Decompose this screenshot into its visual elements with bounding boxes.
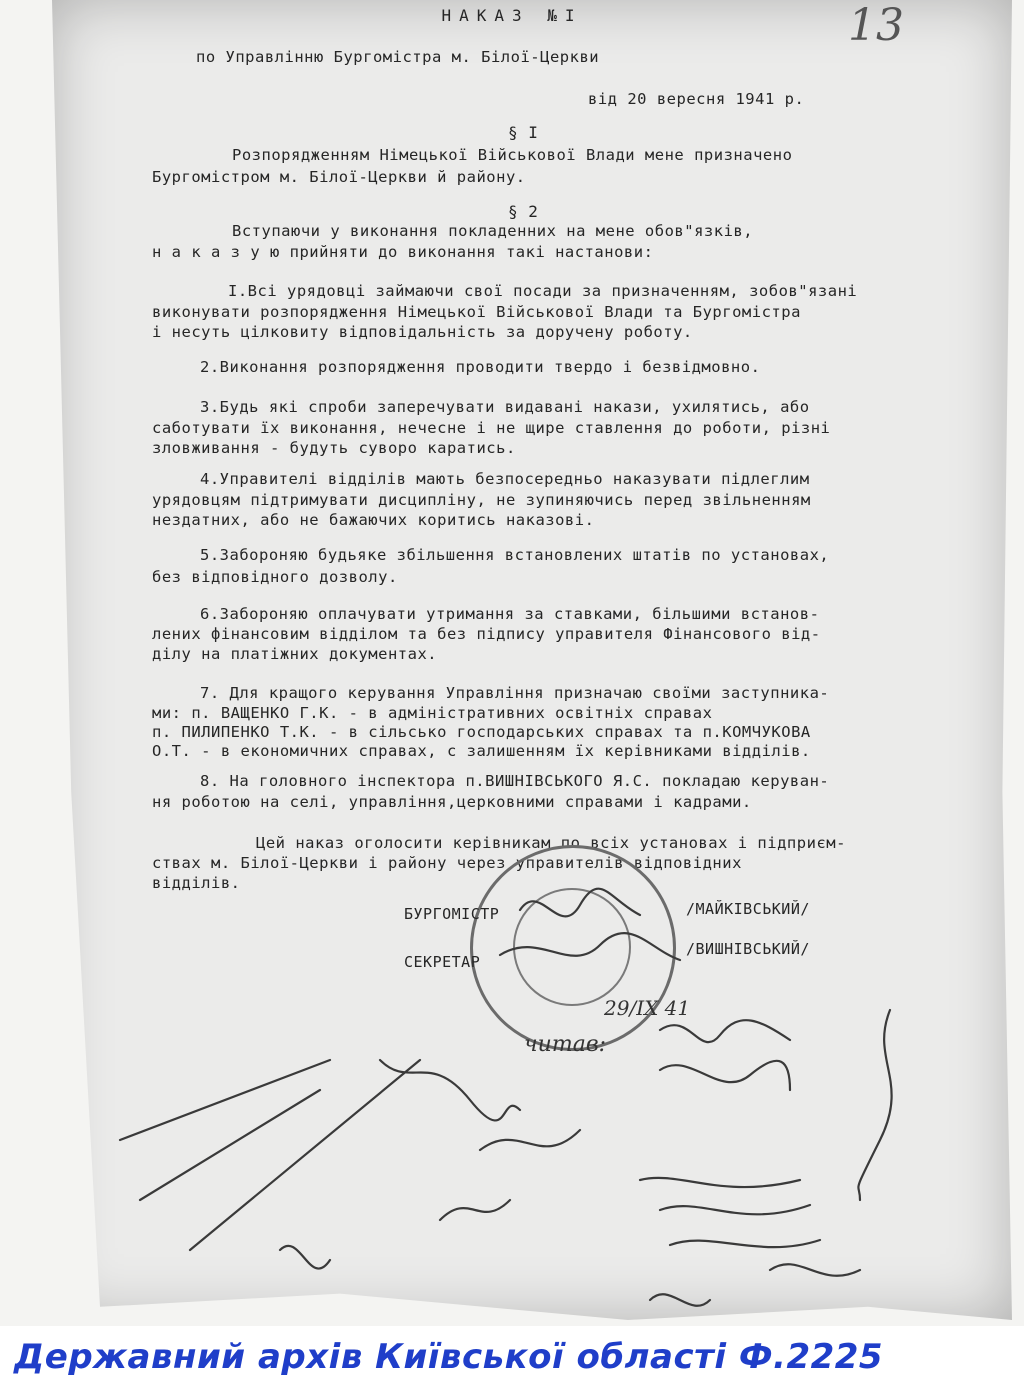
- section-2-intro-line: Вступаючи у виконання покладенних на мене обов"язків,: [232, 222, 754, 240]
- order-item-6-line: ділу на платіжних документах.: [152, 645, 438, 663]
- order-item-4-line: урядовцям підтримувати дисципліну, не зупиняючись перед звільненням: [152, 491, 811, 509]
- section-1-heading: § І: [508, 123, 539, 142]
- order-item-7-line: п. ПИЛИПЕНКО Т.К. - в сільсько господарських справах та п.КОМЧУКОВА: [152, 723, 811, 741]
- order-item-3-line: 3.Будь які спроби заперечувати видавані накази, ухилятись, або: [200, 398, 810, 416]
- section-1-line: Бургомістром м. Білої-Церкви й району.: [152, 168, 526, 186]
- order-item-8-line: 8. На головного інспектора п.ВИШНІВСЬКОГО Я.С. покладаю керуван-: [200, 772, 830, 790]
- archive-caption-bar: [0, 1326, 1024, 1388]
- order-item-1-line: виконувати розпорядження Німецької Військової Влади та Бургомістра: [152, 303, 801, 321]
- section-2-intro-line: н а к а з у ю прийняти до виконання такі настанови:: [152, 243, 654, 261]
- order-item-4-line: нездатних, або не бажаючих коритись наказові.: [152, 511, 595, 529]
- order-item-7-line: О.Т. - в економичних справах, с залишенням їх керівниками відділів.: [152, 742, 811, 760]
- closing-line: ствах м. Білої-Церкви і району через управителів відповідних: [152, 854, 742, 872]
- issuer-line: по Управлінню Бургомістра м. Білої-Церкви: [196, 48, 600, 66]
- handwritten-read-label: читав:: [524, 1032, 607, 1057]
- order-item-4-line: 4.Управителі відділів мають безпосередньо наказувати підлеглим: [200, 470, 810, 488]
- document-header: НАКАЗ №І: [441, 6, 583, 25]
- order-item-7-line: ми: п. ВАЩЕНКО Г.К. - в адміністративних освітніх справах: [152, 704, 713, 722]
- order-item-1-line: І.Всі урядовці займаючи свої посади за призначенням, зобов"язані: [228, 282, 858, 300]
- archive-caption: Державний архів Київської області Ф.2225: [14, 1337, 884, 1377]
- order-item-6-line: 6.Забороняю оплачувати утримання за ставками, більшими встанов-: [200, 605, 820, 623]
- burgomaster-title: БУРГОМІСТР: [404, 905, 500, 923]
- burgomaster-name: /МАЙКІВСЬКИЙ/: [686, 900, 810, 918]
- handwritten-read-date: 29/IX 41: [604, 996, 691, 1020]
- closing-line: Цей наказ оголосити керівникам по всіх установах і підприєм-: [256, 834, 846, 852]
- stamp-emblem: [513, 888, 631, 1006]
- official-stamp: [470, 845, 676, 1051]
- order-item-7-line: 7. Для кращого керування Управління призначаю своїми заступника-: [200, 684, 830, 702]
- date-line: від 20 вересня 1941 р.: [588, 90, 805, 108]
- section-2-heading: § 2: [508, 202, 539, 221]
- page-number: 13: [848, 0, 904, 51]
- order-item-3-line: зловживання - будуть суворо каратись.: [152, 439, 516, 457]
- order-item-2-line: 2.Виконання розпорядження проводити твердо і безвідмовно.: [200, 358, 761, 376]
- order-item-5-line: 5.Забороняю будьяке збільшення встановлених штатів по установах,: [200, 546, 830, 564]
- section-1-line: Розпорядженням Німецької Військової Влади мене призначено: [232, 146, 793, 164]
- closing-line: відділів.: [152, 874, 241, 892]
- secretary-title: СЕКРЕТАР: [404, 953, 481, 971]
- secretary-name: /ВИШНІВСЬКИЙ/: [686, 940, 810, 958]
- order-item-3-line: саботувати їх виконання, нечесне і не щире ставлення до роботи, різні: [152, 419, 831, 437]
- order-item-8-line: ня роботою на селі, управління,церковними справами і кадрами.: [152, 793, 752, 811]
- order-item-5-line: без відповідного дозволу.: [152, 568, 398, 586]
- order-item-6-line: лених фінансовим відділом та без підпису управителя Фінансового від-: [152, 625, 821, 643]
- order-item-1-line: і несуть цілковиту відповідальність за доручену роботу.: [152, 323, 693, 341]
